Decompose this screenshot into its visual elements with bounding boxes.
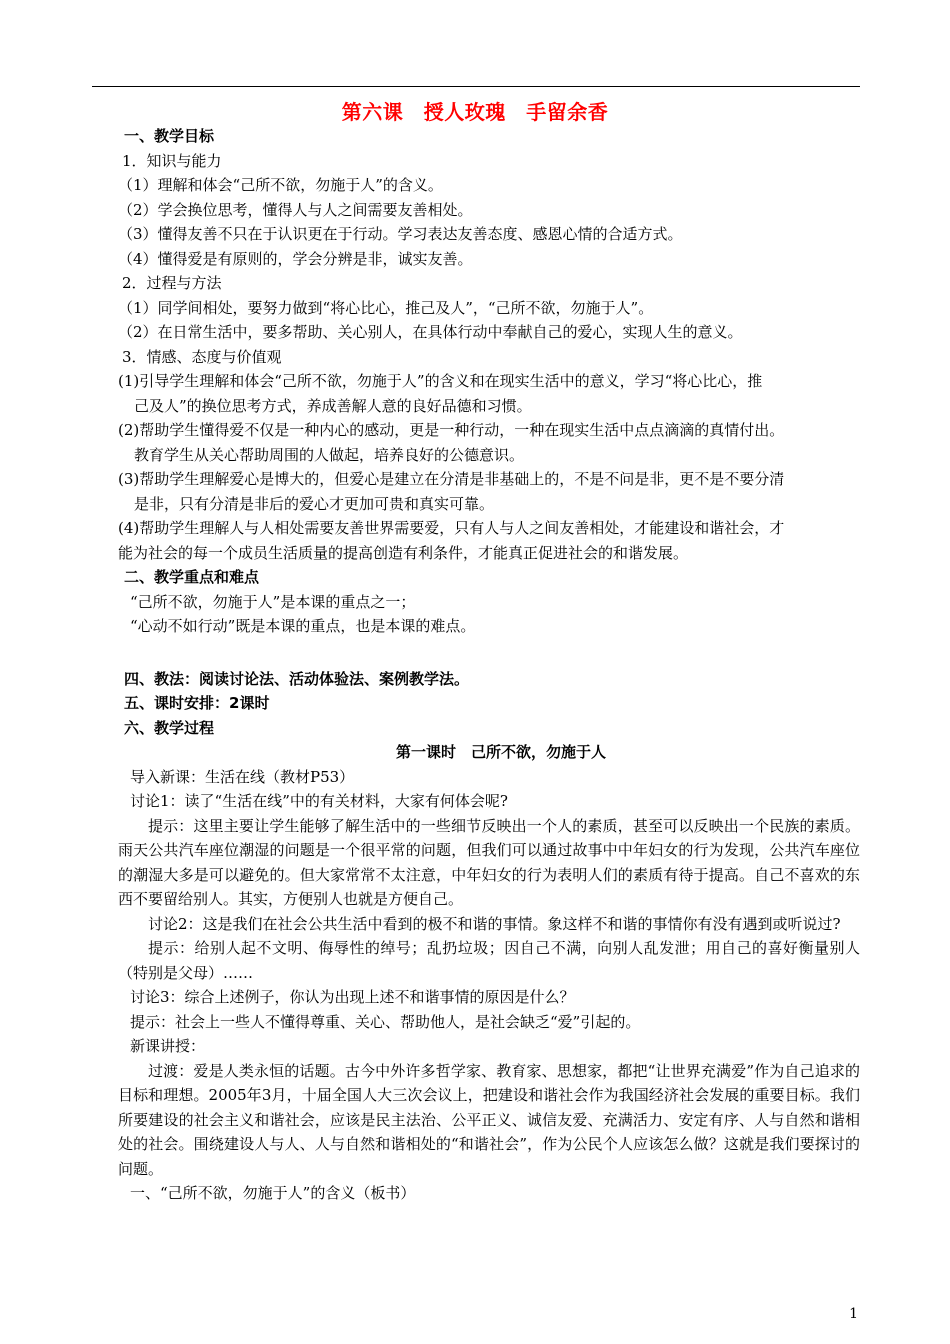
header-rule (92, 86, 860, 87)
list-item: (2)帮助学生懂得爱不仅是一种内心的感动，更是一种行动，一种在现实生活中点点滴滴的真情付出。 (118, 421, 785, 439)
hint-1: 提示：这里主要让学生能够了解生活中的一些细节反映出一个人的素质，甚至可以反映出一个民族的素质。雨天公共汽车座位潮湿的问题是一个很平常的问题，但我们可以通过故事中中年妇女的行为发现，公共汽车座位的潮湿大多是可以避免的。但大家常常不太注意，中年妇女的行为表明人们的素质有待于提高。自己不喜欢的东西不要留给别人。其实，方便别人也就是方便自己。 (118, 816, 860, 908)
new-lesson-label: 新课讲授： (130, 1037, 206, 1055)
list-item: （4）懂得爱是有原则的，学会分辨是非，诚实友善。 (118, 249, 473, 268)
document-body (118, 124, 860, 1206)
list-item: （1）同学间相处，要努力做到“将心比心，推己及人”，“己所不欲，勿施于人”。 (118, 298, 654, 317)
hint-3: 提示：社会上一些人不懂得尊重、关心、帮助他人，是社会缺乏“爱”引起的。 (130, 1012, 641, 1031)
list-item-continuation: 教育学生从关心帮助周围的人做起，培养良好的公德意识。 (134, 445, 525, 464)
list-item: （3）懂得友善不只在于认识更在于行动。学习表达友善态度、感恩心情的合适方式。 (118, 225, 683, 243)
transition-paragraph: 过渡：爱是人类永恒的话题。古今中外许多哲学家、教育家、思想家，都把“让世界充满爱”作为自己追求的目标和理想。2005年3月，十届全国人大三次会议上，把建设和谐社会作为我国经济社会发展的重要目标。我们所要建设的社会主义和谐社会，应该是民主法治、公平正义、诚信友爱、充满活力、安定有序、人与自然和谐相处的社会。围绕建设人与人、人与自然和谐相处的“和谐社会”，作为公民个人应该怎么做？这就是我们要探讨的问题。 (118, 1061, 860, 1178)
list-item-continuation: 己及人”的换位思考方式，养成善解人意的良好品德和习惯。 (134, 396, 532, 415)
key-point: “心动不如行动”既是本课的重点，也是本课的难点。 (130, 617, 476, 635)
discussion-1: 讨论1：读了“生活在线”中的有关材料，大家有何体会呢? (130, 792, 508, 810)
lesson-title: 第一课时 己所不欲，勿施于人 (395, 743, 606, 761)
list-item: (4)帮助学生理解人与人相处需要友善世界需要爱，只有人与人之间友善相处，才能建设和谐社会，才 (118, 519, 785, 537)
list-item: （2）学会换位思考，懂得人与人之间需要友善相处。 (118, 200, 473, 219)
list-item-continuation: 是非，只有分清是非后的爱心才更加可贵和真实可靠。 (134, 494, 495, 513)
list-item: （2）在日常生活中，要多帮助、关心别人，在具体行动中奉献自己的爱心，实现人生的意义。 (118, 323, 743, 341)
section-heading: 二、教学重点和难点 (124, 568, 260, 586)
intro-line: 导入新课：生活在线（教材P53） (130, 767, 355, 786)
board-note: 一、“己所不欲，勿施于人”的含义（板书） (130, 1184, 416, 1202)
list-item: (1)引导学生理解和体会“己所不欲，勿施于人”的含义和在现实生活中的意义，学习“将心比心，推 (118, 372, 763, 390)
page-title: 第六课 授人玫瑰 手留余香 (341, 100, 609, 124)
section-heading: 四、教法：阅读讨论法、活动体验法、案例教学法。 (124, 669, 470, 688)
subsection-heading: 3．情感、态度与价值观 (122, 347, 282, 366)
list-item: (3)帮助学生理解爱心是博大的，但爱心是建立在分清是非基础上的，不是不问是非，更不是不要分清 (118, 470, 785, 488)
discussion-3: 讨论3：综合上述例子，你认为出现上述不和谐事情的原因是什么？ (130, 988, 575, 1006)
list-item-continuation: 能为社会的每一个成员生活质量的提高创造有利条件，才能真正促进社会的和谐发展。 (118, 543, 689, 562)
section-heading: 一、教学目标 (124, 127, 215, 145)
subsection-heading: 2．过程与方法 (122, 274, 222, 292)
hint-2: 提示：给别人起不文明、侮辱性的绰号；乱扔垃圾；因自己不满，向别人乱发泄；用自己的喜好衡量别人（特别是父母）…… (118, 939, 860, 982)
list-item: （1）理解和体会“己所不欲，勿施于人”的含义。 (118, 176, 443, 194)
section-heading: 五、课时安排：2课时 (124, 694, 270, 712)
page-number: 1 (849, 1306, 858, 1322)
discussion-2: 讨论2：这是我们在社会公共生活中看到的极不和谐的事情。象这样不和谐的事情你有没有遇到或听说过? (148, 914, 841, 933)
key-point: “己所不欲，勿施于人”是本课的重点之一； (130, 592, 416, 611)
section-heading: 六、教学过程 (124, 718, 215, 737)
subsection-heading: 1．知识与能力 (122, 151, 222, 170)
